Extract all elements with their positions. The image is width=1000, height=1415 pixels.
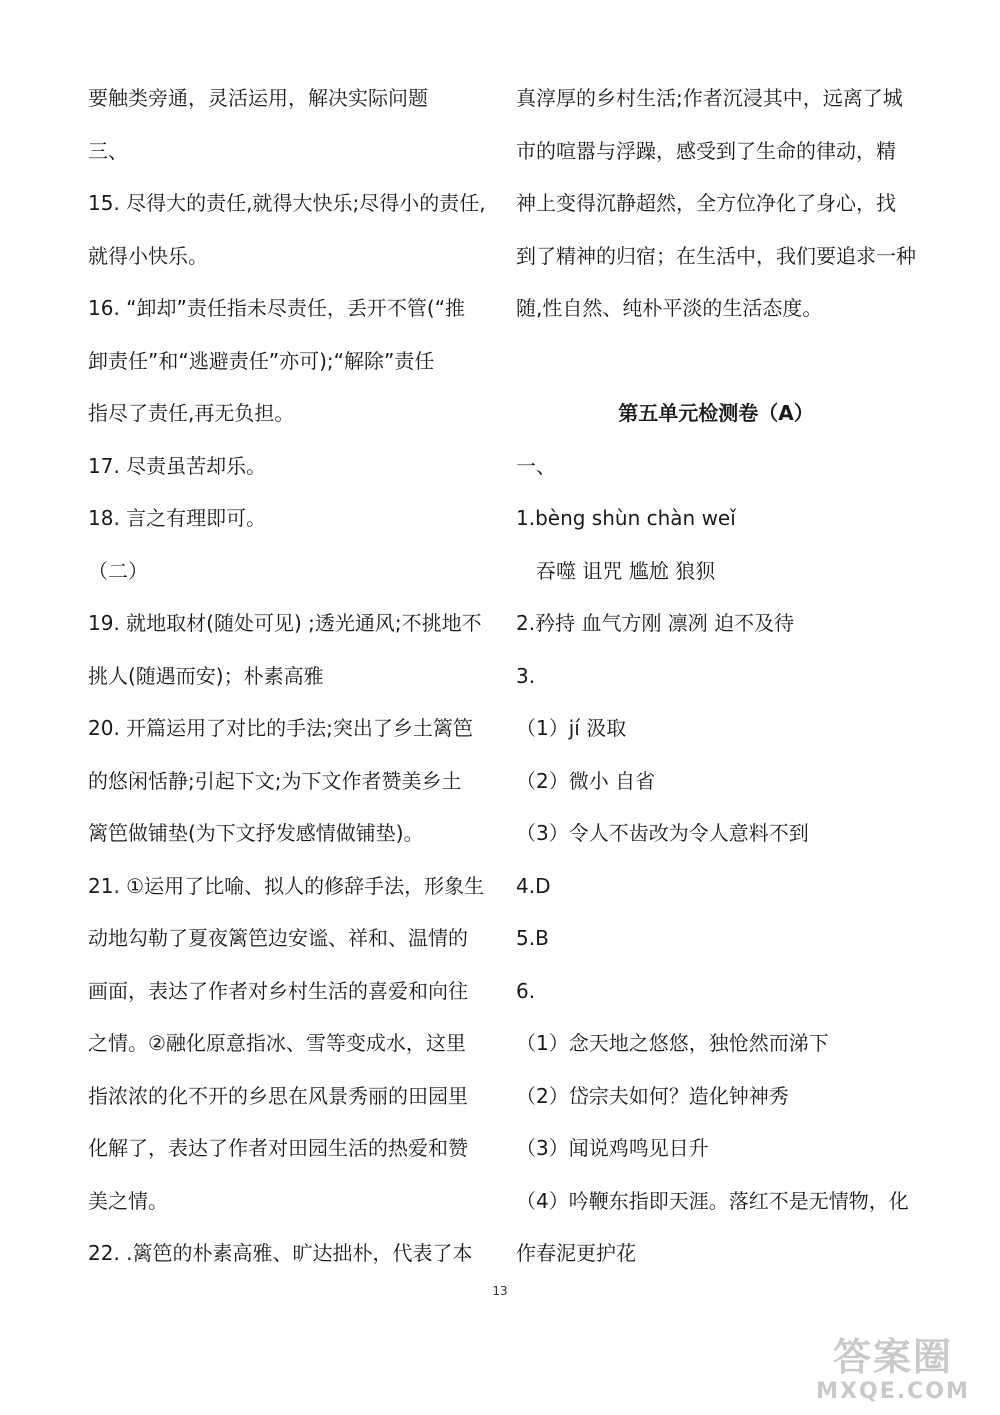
watermark-logo: 答案圈 <box>832 1335 953 1379</box>
left-column <box>88 72 486 1280</box>
text-line: 真淳厚的乡村生活;作者沉浸其中，远离了城 <box>516 86 903 110</box>
text-line: （2）微小 自省 <box>516 768 656 793</box>
text-line: 18. 言之有理即可。 <box>88 506 267 530</box>
text-line: 动地勾勒了夏夜篱笆边安谧、祥和、温情的 <box>88 926 468 950</box>
text-line: 随,性自然、纯朴平淡的生活态度。 <box>516 296 823 320</box>
text-line: 20. 开篇运用了对比的手法;突出了乡土篱笆 <box>88 716 473 740</box>
text-line: 指浓浓的化不开的乡思在风景秀丽的田园里 <box>88 1083 468 1108</box>
text-line: 吞噬 诅咒 尴尬 狼狈 <box>536 558 716 583</box>
right-column <box>516 72 916 1280</box>
text-line: 卸责任”和“逃避责任”亦可);“解除”责任 <box>88 348 435 373</box>
text-line: 市的喧嚣与浮躁，感受到了生命的律动，精 <box>516 138 896 163</box>
text-line: 的悠闲恬静;引起下文;为下文作者赞美乡土 <box>88 768 462 793</box>
text-line: 4.D <box>516 873 551 898</box>
text-line: 6. <box>516 978 536 1003</box>
text-line: （3）闻说鸡鸣见日升 <box>516 1136 709 1160</box>
section-number: 一、 <box>516 453 556 478</box>
text-line: 5.B <box>516 926 549 950</box>
text-line: 16. “卸却”责任指未尽责任，丢开不管(“推 <box>88 296 466 320</box>
text-line: 化解了，表达了作者对田园生活的热爱和赞 <box>88 1136 468 1160</box>
text-line: 2.矜持 血气方刚 凛冽 迫不及待 <box>516 611 795 635</box>
text-line: 神上变得沉静超然，全方位净化了身心，找 <box>516 191 896 215</box>
text-line: 22. .篱笆的朴素高雅、旷达拙朴，代表了本 <box>88 1241 473 1265</box>
text-line: 15. 尽得大的责任,就得大快乐;尽得小的责任, <box>88 191 486 215</box>
text-line: （2）岱宗夫如何？造化钟神秀 <box>516 1083 789 1108</box>
text-line: 作春泥更护花 <box>516 1241 636 1265</box>
text-line: （4）吟鞭东指即天涯。落红不是无情物，化 <box>516 1188 909 1213</box>
page-number: 13 <box>492 1284 508 1298</box>
text-line: 3. <box>516 663 536 688</box>
text-line: 19. 就地取材(随处可见) ;透光通风;不挑地不 <box>88 611 482 635</box>
text-line: 画面，表达了作者对乡村生活的喜爱和向往 <box>88 978 468 1003</box>
text-line: 就得小快乐。 <box>88 243 208 268</box>
text-line: 1.bèng shùn chàn weǐ <box>516 506 736 530</box>
section-title: 第五单元检测卷（A） <box>618 401 814 425</box>
text-line: 指尽了责任,再无负担。 <box>88 401 295 425</box>
text-line: 要触类旁通，灵活运用，解决实际问题 <box>88 86 428 110</box>
text-line: 到了精神的归宿；在生活中，我们要追求一种 <box>516 243 916 268</box>
text-line: 21. ①运用了比喻、拟人的修辞手法，形象生 <box>88 873 485 898</box>
text-line: 挑人(随遇而安)；朴素高雅 <box>88 663 324 688</box>
text-line: （1）jí 汲取 <box>516 716 627 740</box>
text-line: 美之情。 <box>88 1188 168 1213</box>
spacer <box>516 335 916 388</box>
text-line: （3）令人不齿改为令人意料不到 <box>516 821 809 845</box>
text-line: （1）念天地之悠悠，独怆然而涕下 <box>516 1031 829 1055</box>
watermark-url: MXQE.COM <box>816 1379 970 1404</box>
text-line: 之情。②融化原意指冰、雪等变成水，这里 <box>88 1031 466 1055</box>
section-number: 三、 <box>88 138 128 163</box>
text-line: 篱笆做铺垫(为下文抒发感情做铺垫)。 <box>88 821 424 845</box>
subsection-number: （二） <box>88 558 148 583</box>
text-line: 17. 尽责虽苦却乐。 <box>88 453 267 478</box>
watermark <box>798 1335 988 1405</box>
